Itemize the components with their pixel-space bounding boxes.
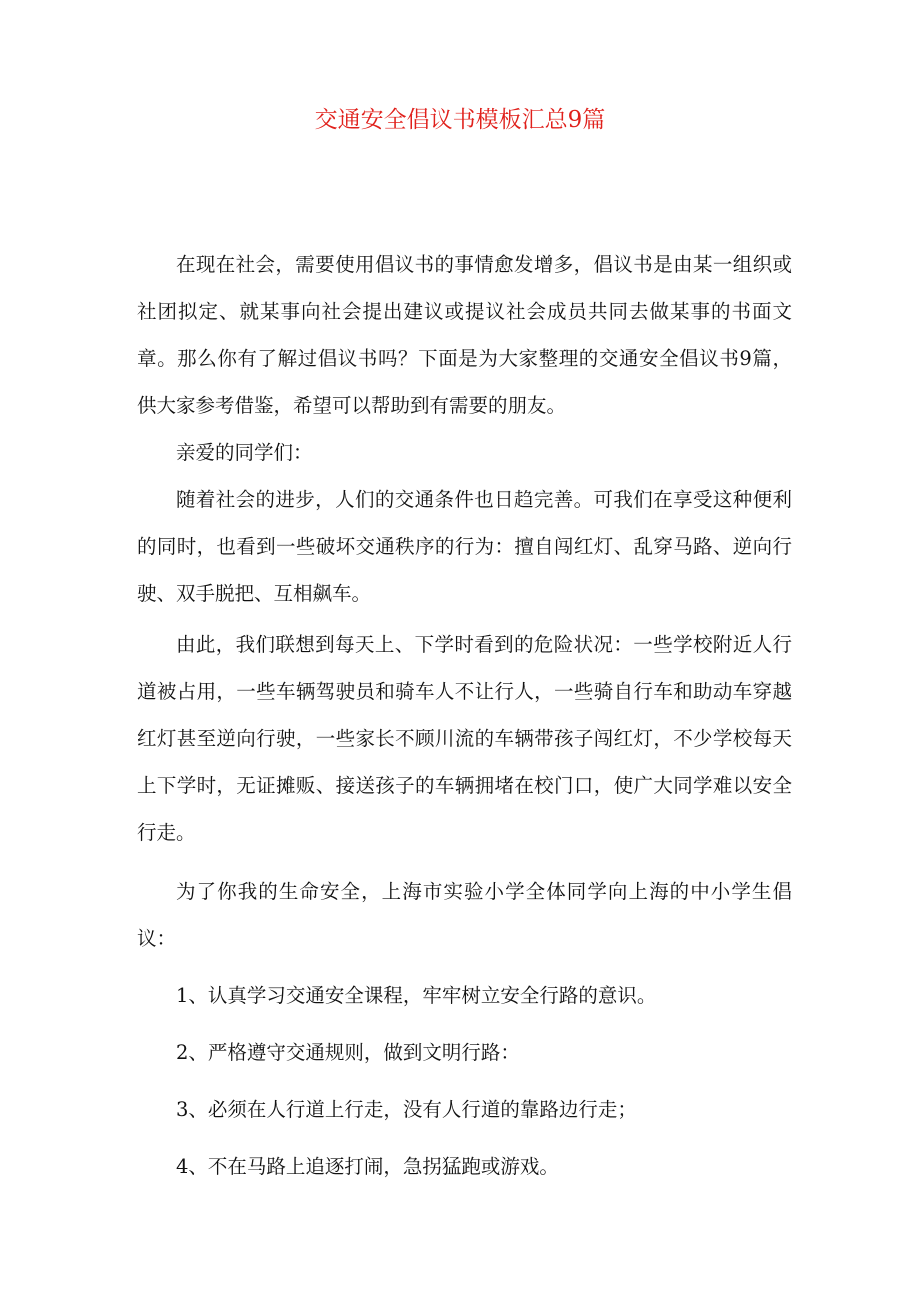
list-item: 1、认真学习交通安全课程，牢牢树立安全行路的意识。 (176, 984, 657, 1007)
list-item: 4、不在马路上追逐打闹，急拐猛跑或游戏。 (176, 1155, 559, 1178)
document-title: 交通安全倡议书模板汇总9篇 (314, 107, 606, 133)
paragraph-dangers: 由此，我们联想到每天上、下学时看到的危险状况：一些学校附近人行道被占用，一些车辆驾驶员和骑车人不让行人，一些骑自行车和助动车穿越红灯甚至逆向行驶，一些家长不顾川流的车辆带孩子闯红灯，不少学校每天上下学时，无证摊贩、接送孩子的车辆拥堵在校门口，使广大同学难以安全行走。 (137, 633, 792, 844)
document-body (137, 241, 792, 1190)
paragraph-intro: 在现在社会，需要使用倡议书的事情愈发增多，倡议书是由某一组织或社团拟定、就某事向社会提出建议或提议社会成员共同去做某事的书面文章。那么你有了解过倡议书吗？下面是为大家整理的交通安全倡议书9篇，供大家参考借鉴，希望可以帮助到有需要的朋友。 (137, 253, 792, 417)
paragraph-greeting: 亲爱的同学们： (176, 441, 313, 464)
list-item: 3、必须在人行道上行走，没有人行道的靠路边行走； (176, 1098, 637, 1121)
list-item: 2、严格遵守交通规则，做到文明行路： (176, 1041, 520, 1064)
paragraph-proposal: 为了你我的生命安全，上海市实验小学全体同学向上海的中小学生倡议： (137, 880, 792, 950)
paragraph-progress: 随着社会的进步，人们的交通条件也日趋完善。可我们在享受这种便利的同时，也看到一些破坏交通秩序的行为：擅自闯红灯、乱穿马路、逆向行驶、双手脱把、互相飙车。 (137, 488, 792, 605)
